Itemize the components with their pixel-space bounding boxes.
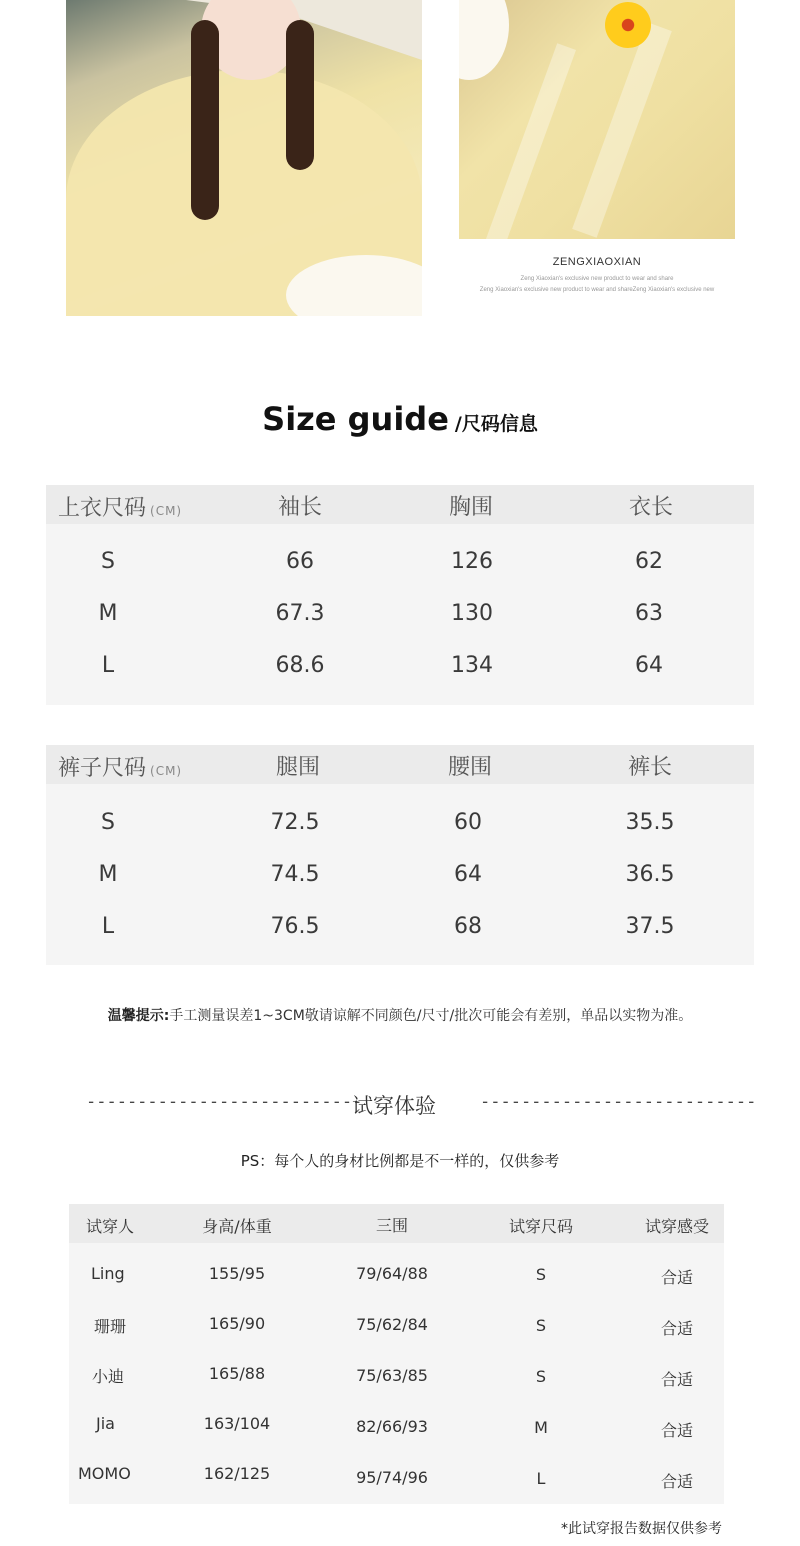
tryon-height-weight: 165/88 <box>208 1364 266 1383</box>
column-header: 袖长 <box>277 495 323 520</box>
top-table-header <box>46 485 754 524</box>
hair-braid-left <box>191 20 219 220</box>
top-table-label: 上衣尺码 (CM) <box>58 496 183 521</box>
column-header: 裤长 <box>627 755 673 780</box>
column-header: 试穿人 <box>86 1217 135 1236</box>
size-guide-title-en: Size guide <box>262 400 449 438</box>
size-guide-title <box>0 400 800 438</box>
fabric-fold <box>572 22 672 238</box>
column-header: 胸围 <box>448 495 494 520</box>
tryon-name: 小迪 <box>92 1367 125 1386</box>
divider-dashes-left: --------------------------- <box>86 1092 363 1112</box>
table-cell: 130 <box>451 601 493 626</box>
table-cell: 64 <box>635 653 663 678</box>
fabric-fold <box>482 43 576 239</box>
tryon-ps-note: PS：每个人的身材比例都是不一样的，仅供参考 <box>240 1152 560 1170</box>
tryon-disclaimer: *此试穿报告数据仅供参考 <box>561 1521 722 1537</box>
table-cell: 76.5 <box>270 914 320 939</box>
size-label: S <box>101 549 115 574</box>
unit-label: (CM) <box>150 764 183 778</box>
column-header: 腰围 <box>447 755 493 780</box>
tryon-measurements: 82/66/93 <box>356 1417 428 1436</box>
size-label: L <box>101 653 115 678</box>
brand-tagline-1: Zeng Xiaoxian's exclusive new product to wear and share <box>520 276 674 282</box>
table-cell: 62 <box>635 549 663 574</box>
table-cell: 60 <box>454 810 482 835</box>
table-cell: 67.3 <box>275 601 325 626</box>
top-size-table <box>46 485 754 705</box>
tryon-feel: 合适 <box>660 1421 694 1440</box>
tryon-feel: 合适 <box>660 1370 694 1389</box>
size-label: S <box>101 810 115 835</box>
tryon-size: S <box>535 1367 547 1386</box>
tryon-feel: 合适 <box>660 1319 694 1338</box>
size-label: M <box>98 862 118 887</box>
table-cell: 37.5 <box>625 914 675 939</box>
tryon-size: M <box>534 1418 548 1437</box>
tryon-measurements: 95/74/96 <box>356 1468 428 1487</box>
tryon-size: L <box>536 1469 546 1488</box>
tryon-name: 珊珊 <box>94 1317 127 1336</box>
pants-size-table <box>46 745 754 965</box>
brand-tagline-2: Zeng Xiaoxian's exclusive new product to wear and shareZeng Xiaoxian's exclusive new <box>479 287 715 293</box>
brand-name: ZENGXIAOXIAN <box>552 256 642 268</box>
size-guide-title-zh: /尺码信息 <box>454 413 538 435</box>
column-header: 身高/体重 <box>202 1217 272 1236</box>
table-cell: 72.5 <box>270 810 320 835</box>
tryon-table <box>69 1204 724 1504</box>
tryon-height-weight: 165/90 <box>208 1314 266 1333</box>
column-header: 衣长 <box>628 495 674 520</box>
model-photo-left <box>66 0 422 316</box>
column-header: 三围 <box>375 1216 409 1235</box>
tryon-feel: 合适 <box>660 1472 694 1491</box>
table-cell: 68.6 <box>275 653 325 678</box>
divider-dashes-right: --------------------------- <box>480 1092 757 1112</box>
tryon-table-header <box>69 1204 724 1243</box>
tryon-height-weight: 162/125 <box>203 1464 271 1483</box>
table-cell: 68 <box>454 914 482 939</box>
tryon-name: MOMO <box>78 1464 131 1483</box>
tryon-size: S <box>535 1265 547 1284</box>
tryon-name: Ling <box>91 1264 125 1283</box>
tryon-height-weight: 163/104 <box>203 1414 271 1433</box>
tryon-name: Jia <box>96 1414 115 1433</box>
measurement-tip <box>0 1005 800 1025</box>
tryon-feel: 合适 <box>660 1268 694 1287</box>
table-cell: 126 <box>451 549 493 574</box>
hair-braid-right <box>286 20 314 170</box>
pants-table-header <box>46 745 754 784</box>
size-label: L <box>101 914 115 939</box>
column-header: 试穿尺码 <box>508 1217 574 1236</box>
tryon-measurements: 79/64/88 <box>356 1264 428 1283</box>
tryon-size: S <box>535 1316 547 1335</box>
table-cell: 66 <box>286 549 314 574</box>
column-header: 试穿感受 <box>644 1217 710 1236</box>
pants-table-label: 裤子尺码 (CM) <box>58 756 183 781</box>
tryon-heading: 试穿体验 <box>352 1094 436 1118</box>
tryon-measurements: 75/63/85 <box>356 1366 428 1385</box>
tryon-measurements: 75/62/84 <box>356 1315 428 1334</box>
table-cell: 35.5 <box>625 810 675 835</box>
unit-label: (CM) <box>150 504 183 518</box>
size-label: M <box>98 601 118 626</box>
table-cell: 64 <box>454 862 482 887</box>
tip-text: 手工测量误差1~3CM敬请谅解不同颜色/尺寸/批次可能会有差别，单品以实物为准。 <box>169 1008 693 1024</box>
plate-shape <box>459 0 509 80</box>
flower-icon <box>605 2 651 48</box>
column-header: 腿围 <box>275 755 321 780</box>
table-cell: 63 <box>635 601 663 626</box>
model-photo-right <box>459 0 735 239</box>
table-cell: 134 <box>451 653 493 678</box>
table-cell: 74.5 <box>270 862 320 887</box>
table-cell: 36.5 <box>625 862 675 887</box>
tryon-height-weight: 155/95 <box>208 1264 266 1283</box>
tip-label: 温馨提示: <box>107 1008 170 1024</box>
